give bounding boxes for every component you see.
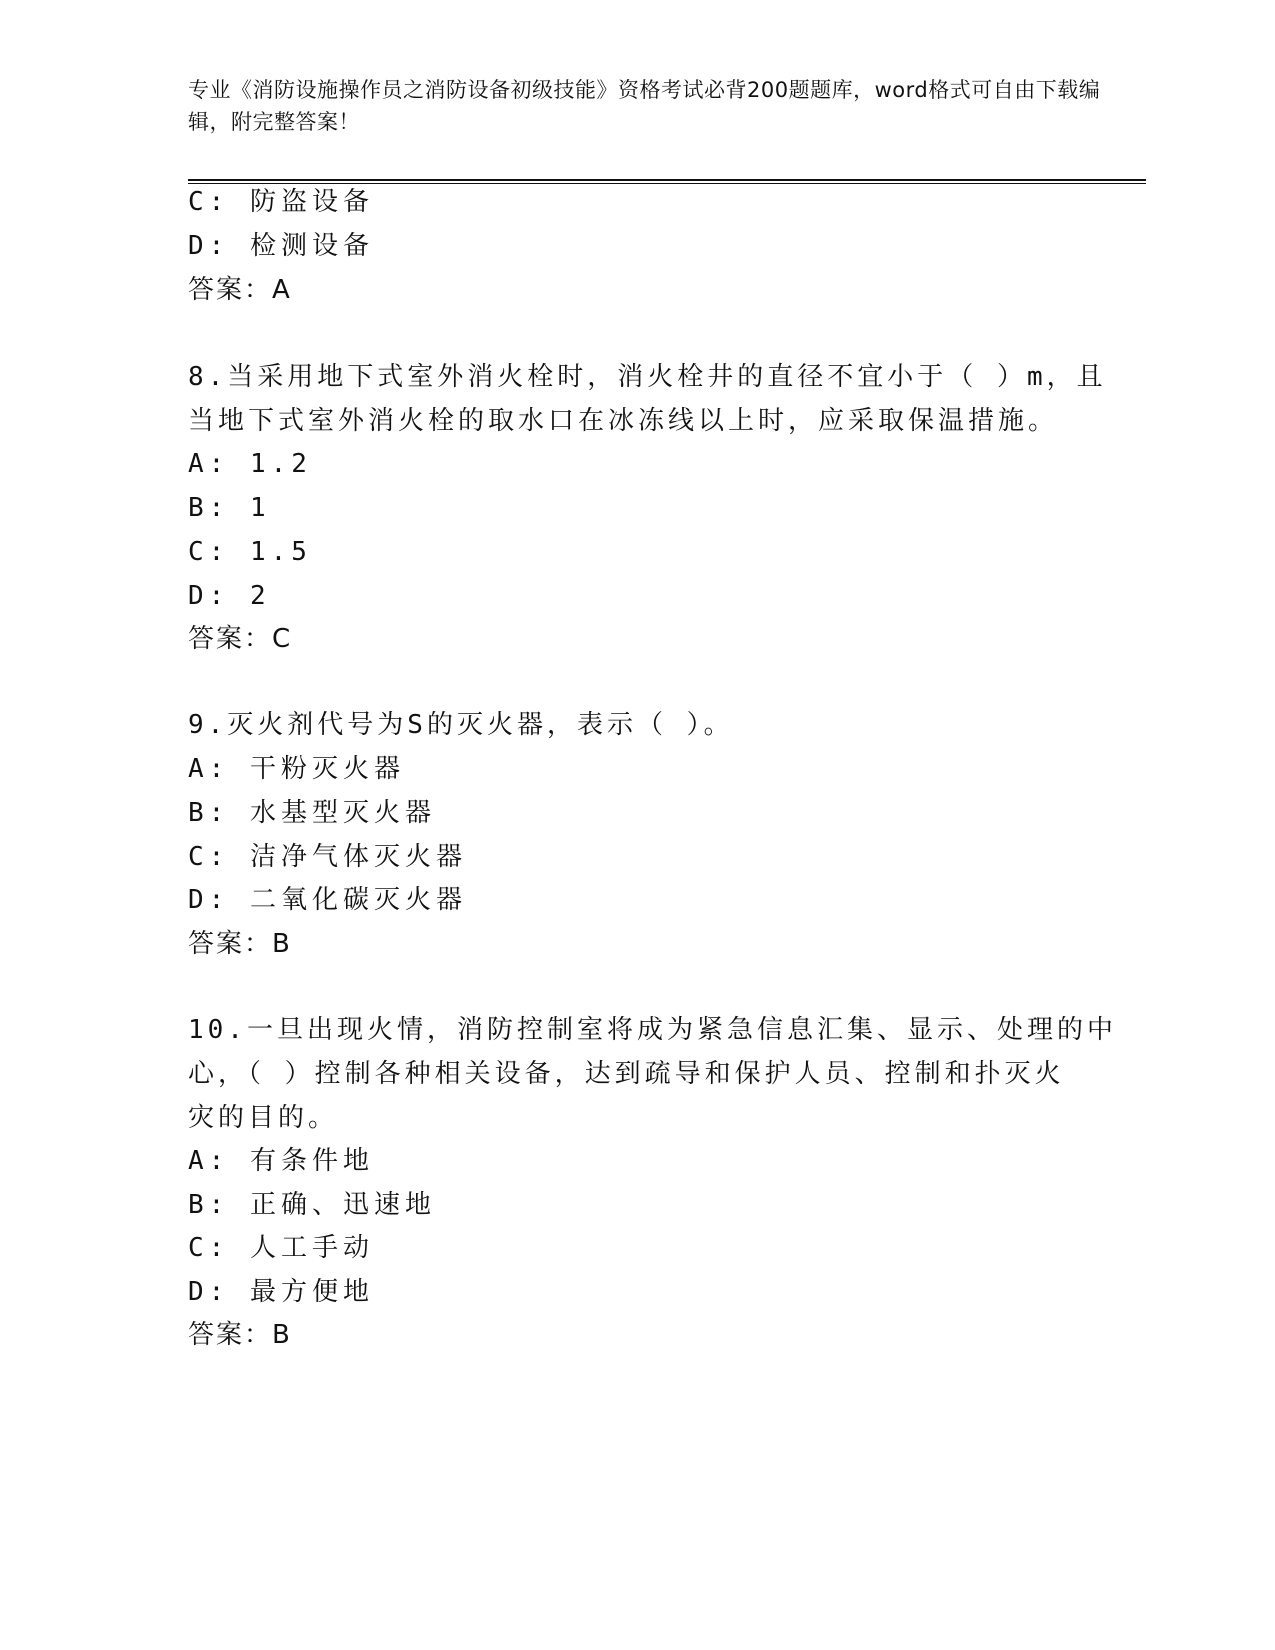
question-text-line: 8.当采用地下式室外消火栓时，消火栓井的直径不宜小于（ ）m，且 [188, 362, 1107, 392]
option-c: C: 人工手动 [188, 1233, 374, 1263]
option-a: A: 有条件地 [188, 1146, 374, 1176]
option-c: C: 洁净气体灭火器 [188, 842, 467, 872]
question-text-line: 当地下式室外消火栓的取水口在冰冻线以上时，应采取保温措施。 [188, 406, 1059, 436]
option-b: B: 正确、迅速地 [188, 1190, 436, 1220]
question-text-line: 9.灭火剂代号为S的灭火器，表示（ ）。 [188, 710, 734, 740]
option-a: A: 1.2 [188, 449, 312, 479]
answer-line: 答案：B [188, 929, 292, 959]
header-divider-thick [188, 179, 1146, 181]
answer-line: 答案：A [188, 275, 292, 305]
option-a: A: 干粉灭火器 [188, 754, 405, 784]
question-text-line: 10.一旦出现火情，消防控制室将成为紧急信息汇集、显示、处理的中 [188, 1015, 1117, 1045]
option-d: D: 检测设备 [188, 231, 374, 261]
answer-line: 答案：B [188, 1320, 292, 1350]
option-c: C: 防盗设备 [188, 187, 374, 217]
question-text-line: 心，（ ）控制各种相关设备，达到疏导和保护人员、控制和扑灭火 [188, 1059, 1065, 1089]
document-header: 专业《消防设施操作员之消防设备初级技能》资格考试必背200题题库，word格式可自由下载编辑，附完整答案！ [188, 78, 1101, 134]
option-b: B: 水基型灭火器 [188, 798, 436, 828]
header-divider-thin [188, 183, 1146, 184]
option-d: D: 最方便地 [188, 1277, 374, 1307]
option-c: C: 1.5 [188, 537, 312, 567]
answer-line: 答案：C [188, 624, 293, 654]
option-b: B: 1 [188, 493, 271, 523]
option-d: D: 二氧化碳灭火器 [188, 885, 467, 915]
question-text-line: 灾的目的。 [188, 1103, 339, 1133]
option-d: D: 2 [188, 581, 271, 611]
